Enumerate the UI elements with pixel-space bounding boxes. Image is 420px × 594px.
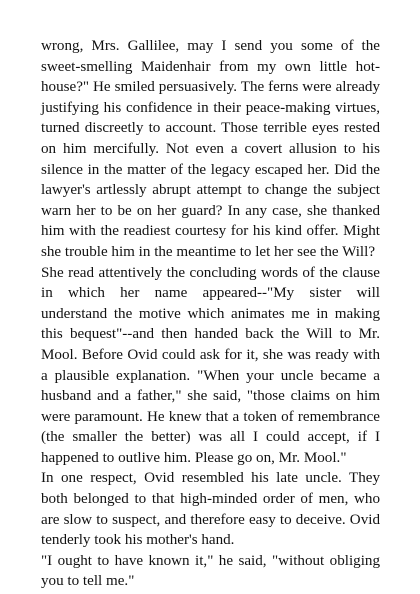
paragraph-3: In one respect, Ovid resembled his late uncle. They both belonged to that high-minded order of men, who are slow to suspect, and therefore easy to deceive. Ovid tenderly took his mother's hand. <box>41 470 380 549</box>
book-page <box>41 36 380 592</box>
paragraph-1: wrong, Mrs. Gallilee, may I send you some of the sweet-smelling Maidenhair from my own little hot-house?" He smiled persuasively. The ferns were already justifying his confidence in their peace-making virtues, turned discreetly to account. Those terrible eyes rested on him mercifully. Not even a covert allusion to his silence in the matter of the legacy escaped her. Did the lawyer's artlessly abrupt attempt to change the subject warn her to be on her guard? In any case, she thanked him with the readiest courtesy for his kind offer. Might she trouble him in the meantime to let her see the Will? <box>41 38 380 260</box>
paragraph-2: She read attentively the concluding words of the clause in which her name appeared--"My sister will understand the motive which animates me in making this bequest"--and then handed back the Will to Mr. Mool. Before Ovid could ask for it, she was ready with a plausible explanation. "When your uncle became a husband and a father," she said, "those claims on him were paramount. He knew that a token of remembrance (the smaller the better) was all I could accept, if I happened to outlive him. Please go on, Mr. Mool." <box>41 264 380 466</box>
paragraph-4: "I ought to have known it," he said, "without obliging you to tell me." <box>41 552 380 590</box>
